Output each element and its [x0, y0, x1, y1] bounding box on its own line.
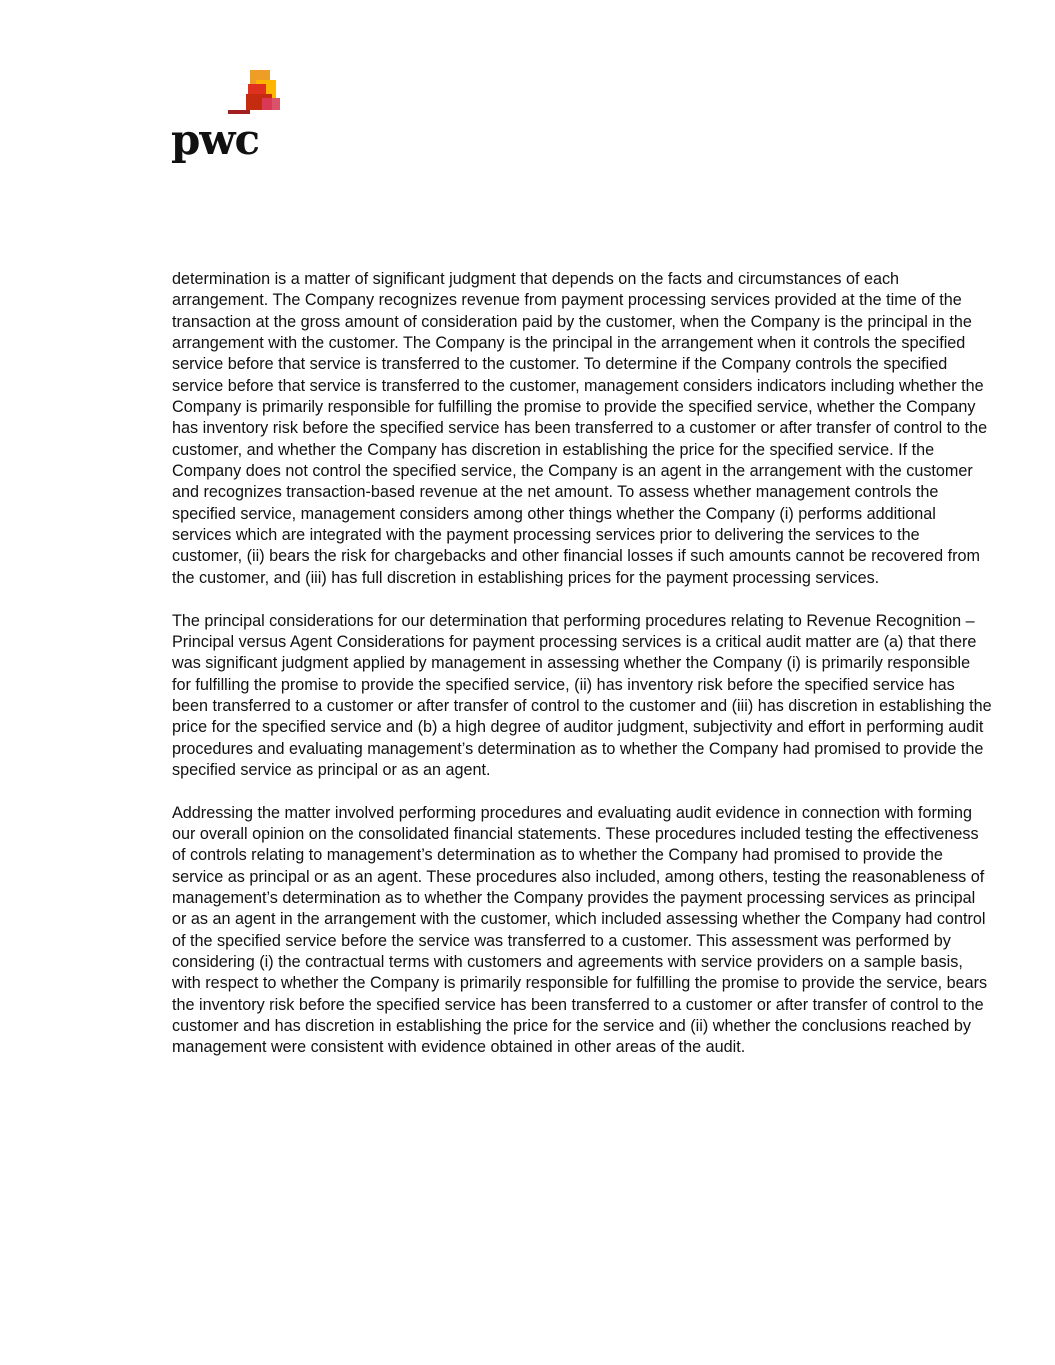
pwc-logo-wordmark: pwc [171, 115, 260, 164]
paragraph-principal-agent-determination: determination is a matter of significant judgment that depends on the facts and circumstances of each arrangement. The Company recognizes revenue from payment processing services provided at the time of the transaction at the gross amount of consideration paid by the customer, when the Company is the principal in the arrangement with the customer. The Company is the principal in the arrangement when it controls the specified service before that service is transferred to the customer. To determine if the Company controls the specified service before that service is transferred to the customer, management considers indicators including whether the Company is primarily responsible for fulfilling the promise to provide the specified service, whether the Company has inventory risk before the specified service has been transferred to a customer or after transfer of control to the customer, and whether the Company has discretion in establishing the price for the specified service. If the Company does not control the specified service, the Company is an agent in the arrangement with the customer and recognizes transaction-based revenue at the net amount. To assess whether management controls the specified service, management considers among other things whether the Company (i) performs additional services which are integrated with the payment processing services prior to delivering the services to the customer, (ii) bears the risk for chargebacks and other financial losses if such amounts cannot be recovered from the customer, and (iii) has full discretion in establishing prices for the payment processing services. [172, 270, 988, 587]
pwc-logo-mark-icon [226, 68, 296, 118]
paragraph-principal-considerations: The principal considerations for our determination that performing procedures relating to Revenue Recognition – Principal versus Agent Considerations for payment processing services is a critical audit matter are (a) that there was significant judgment applied by management in assessing whether the Company (i) is primarily responsible for fulfilling the promise to provide the specified service, (ii) has inventory risk before the specified service has been transferred to a customer or after transfer of control to the customer and (iii) has discretion in establishing the price for the specified service and (b) a high degree of auditor judgment, subjectivity and effort in performing audit procedures and evaluating management’s determination as to whether the Company had promised to provide the specified service as principal or as an agent. [172, 611, 992, 779]
paragraph-addressing-the-matter: Addressing the matter involved performing procedures and evaluating audit evidence in connection with forming our overall opinion on the consolidated financial statements. These procedures included testing the effectiveness of controls relating to management’s determination as to whether the Company had promised to provide the service as principal or as an agent. These procedures also included, among others, testing the reasonableness of management’s determination as to whether the Company provides the payment processing services as principal or as an agent in the arrangement with the customer, which included assessing whether the Company had control of the specified service before the service was transferred to a customer. This assessment was performed by considering (i) the contractual terms with customers and agreements with service providers on a sample basis, with respect to whether the Company is primarily responsible for fulfilling the promise to provide the service, bears the inventory risk before the specified service has been transferred to a customer or after transfer of control to the customer and has discretion in establishing the price for the service and (ii) whether the conclusions reached by management were consistent with evidence obtained in other areas of the audit. [172, 803, 988, 1057]
pwc-logo [170, 68, 300, 168]
audit-opinion-text [172, 269, 992, 1080]
